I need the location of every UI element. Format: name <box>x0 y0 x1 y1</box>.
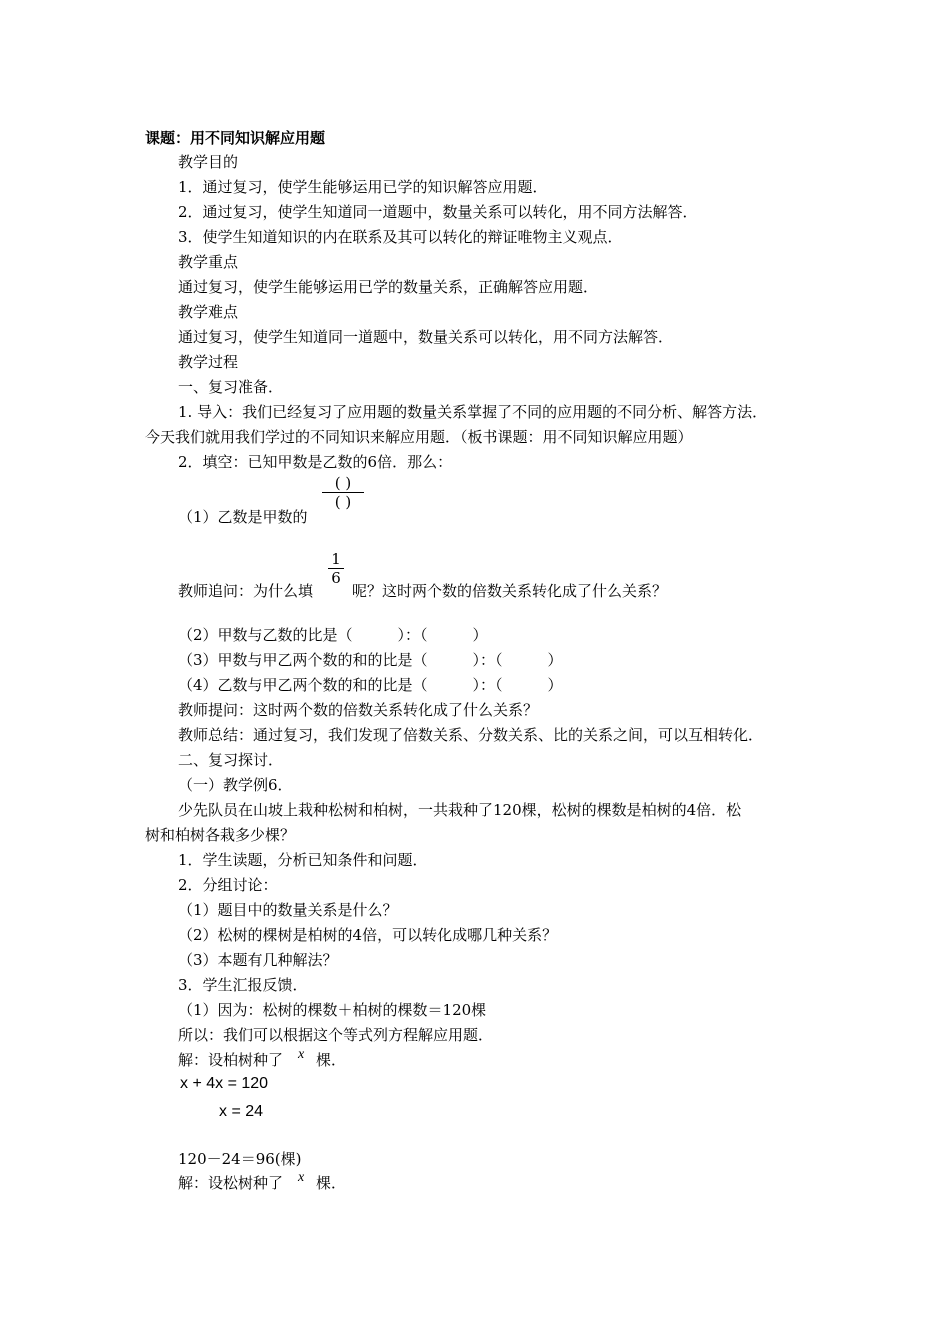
example-6-heading: （一）教学例6． <box>178 776 293 794</box>
heading-objectives: 教学目的 <box>178 153 239 171</box>
teacher-question: 教师提问：这时两个数的倍数关系转化成了什么关系？ <box>178 701 539 719</box>
equation-2: x = 24 <box>219 1103 264 1120</box>
solution-1-unit: 棵． <box>316 1051 347 1069</box>
objective-2: 2．通过复习，使学生知道同一道题中，数量关系可以转化，用不同方法解答． <box>178 203 698 221</box>
heading-difficulties: 教学难点 <box>178 303 239 321</box>
teacher-followup-text: 呢？这时两个数的倍数关系转化成了什么关系？ <box>352 582 668 600</box>
fill-blank-intro: 2．填空：已知甲数是乙数的6倍．那么： <box>178 453 453 471</box>
section-review-explore: 二、复习探讨． <box>178 751 284 769</box>
variable-x: x <box>298 1047 305 1062</box>
solution-2-unit: 棵． <box>316 1174 347 1192</box>
one-sixth-fraction <box>328 550 344 587</box>
equation-1: x + 4x = 120 <box>180 1075 269 1092</box>
heading-key-points: 教学重点 <box>178 253 239 271</box>
problem-line-2: 树和柏树各栽多少棵？ <box>145 826 296 844</box>
step-report: 3．学生汇报反馈． <box>178 976 308 994</box>
heading-process: 教学过程 <box>178 353 239 371</box>
equation-basis: （1）因为：松树的棵数＋柏树的棵数＝120棵 <box>178 1001 487 1019</box>
intro-line-2: 今天我们就用我们学过的不同知识来解应用题．（板书课题：用不同知识解应用题） <box>145 428 693 446</box>
discuss-q3: （3）本题有几种解法？ <box>178 951 338 969</box>
solution-2-label: 解：设松树种了 <box>178 1174 284 1192</box>
variable-x: x <box>298 1170 305 1185</box>
solution-1-label: 解：设柏树种了 <box>178 1051 284 1069</box>
blank-denominator: ( ) <box>334 493 352 511</box>
section-review-prep: 一、复习准备． <box>178 378 284 396</box>
blank-numerator: ( ) <box>334 474 352 492</box>
fill-blank-1-label: （1）乙数是甲数的 <box>178 508 308 526</box>
problem-line-1: 少先队员在山坡上栽种松树和柏树，一共栽种了120棵，松树的棵数是柏树的4倍．松 <box>178 801 742 819</box>
blank-fraction <box>322 474 364 511</box>
intro-line-1: 1. 导入：我们已经复习了应用题的数量关系掌握了不同的应用题的不同分析、解答方法． <box>178 403 768 421</box>
lesson-title: 课题：用不同知识解应用题 <box>145 129 326 147</box>
fill-blank-2: （2）甲数与乙数的比是（ ）：（ ） <box>178 626 488 644</box>
difficulties-text: 通过复习，使学生知道同一道题中，数量关系可以转化，用不同方法解答． <box>178 328 674 346</box>
fill-blank-3: （3）甲数与甲乙两个数的和的比是（ ）：（ ） <box>178 651 563 669</box>
fill-blank-4: （4）乙数与甲乙两个数的和的比是（ ）：（ ） <box>178 676 563 694</box>
fraction-numerator: 1 <box>331 550 341 568</box>
step-discuss: 2．分组讨论： <box>178 876 278 894</box>
pine-calculation: 120－24＝96(棵) <box>178 1150 302 1168</box>
key-points-text: 通过复习，使学生能够运用已学的数量关系，正确解答应用题． <box>178 278 599 296</box>
teacher-followup-label: 教师追问：为什么填 <box>178 582 314 600</box>
objective-3: 3．使学生知道知识的内在联系及其可以转化的辩证唯物主义观点． <box>178 228 623 246</box>
discuss-q1: （1）题目中的数量关系是什么？ <box>178 901 398 919</box>
objective-1: 1．通过复习，使学生能够运用已学的知识解答应用题． <box>178 178 548 196</box>
step-read: 1．学生读题，分析已知条件和问题． <box>178 851 428 869</box>
fraction-denominator: 6 <box>331 569 341 587</box>
equation-method: 所以：我们可以根据这个等式列方程解应用题． <box>178 1026 494 1044</box>
discuss-q2: （2）松树的棵树是柏树的4倍，可以转化成哪几种关系？ <box>178 926 558 944</box>
teacher-summary: 教师总结：通过复习，我们发现了倍数关系、分数关系、比的关系之间，可以互相转化． <box>178 726 764 744</box>
